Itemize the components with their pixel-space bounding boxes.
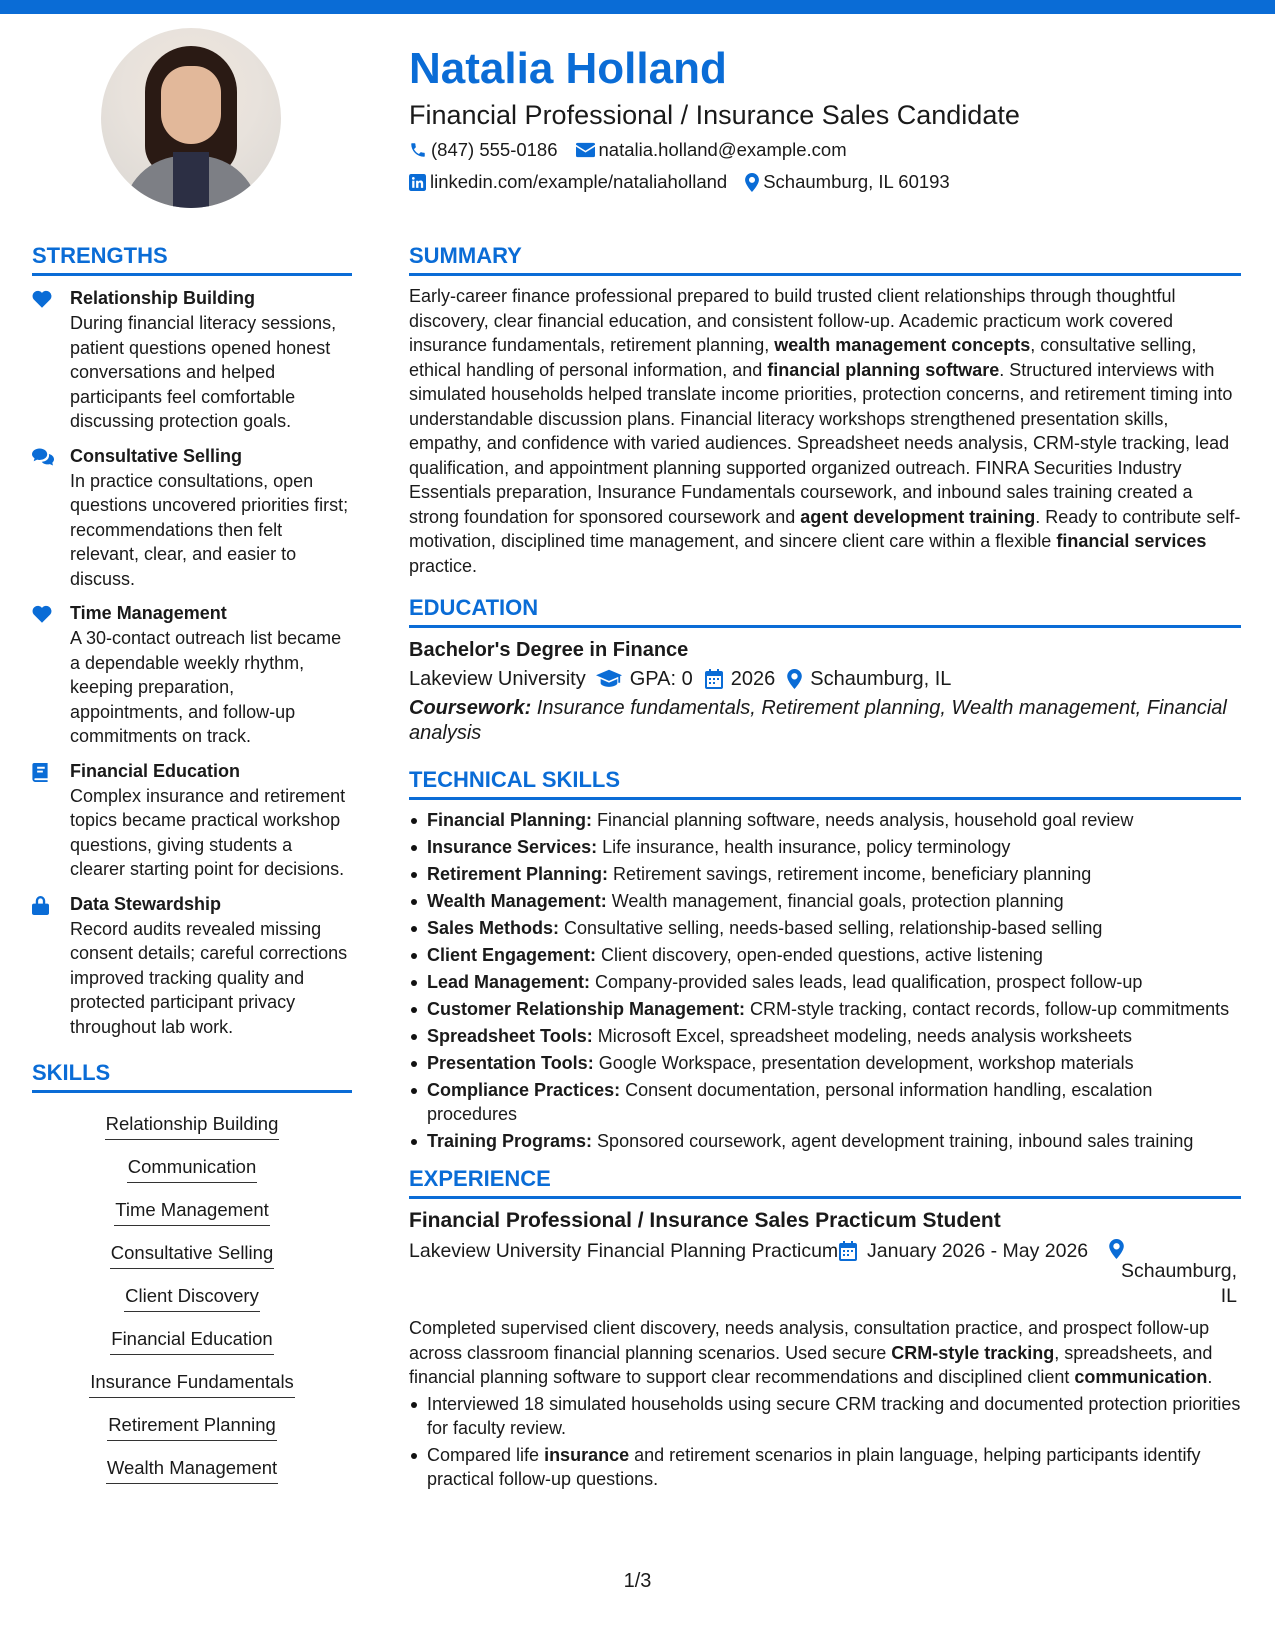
linkedin-icon bbox=[409, 174, 426, 191]
location-text: Schaumburg, IL 60193 bbox=[763, 171, 950, 192]
skill-tag: Wealth Management bbox=[106, 1455, 278, 1484]
skill-tag: Client Discovery bbox=[124, 1283, 260, 1312]
technical-skill-item: Sales Methods: Consultative selling, needs-based selling, relationship-based selling bbox=[409, 916, 1241, 940]
map-pin-icon bbox=[787, 669, 802, 689]
candidate-name: Natalia Holland bbox=[409, 44, 727, 93]
strength-item bbox=[32, 286, 352, 434]
technical-skill-item: Training Programs: Sponsored coursework, agent development training, inbound sales training bbox=[409, 1129, 1241, 1153]
strength-title: Consultative Selling bbox=[70, 445, 243, 466]
school-name: Lakeview University bbox=[409, 668, 586, 690]
technical-skill-item: Insurance Services: Life insurance, health insurance, policy terminology bbox=[409, 835, 1241, 859]
map-pin-icon bbox=[745, 173, 759, 192]
strength-title: Data Stewardship bbox=[70, 893, 222, 914]
job-dates bbox=[839, 1239, 1109, 1308]
job-location bbox=[1109, 1239, 1239, 1308]
technical-skill-item: Presentation Tools: Google Workspace, presentation development, workshop materials bbox=[409, 1051, 1241, 1075]
job-title: Financial Professional / Insurance Sales Practicum Student bbox=[409, 1209, 1001, 1232]
technical-skill-item: Lead Management: Company-provided sales leads, lead qualification, prospect follow-up bbox=[409, 970, 1241, 994]
linkedin-contact[interactable] bbox=[409, 168, 727, 196]
technical-skill-item: Compliance Practices: Consent documentation, personal information handling, escalation procedures bbox=[409, 1078, 1241, 1126]
strength-item bbox=[32, 444, 352, 592]
job-dates-text: January 2026 - May 2026 bbox=[867, 1240, 1089, 1262]
strength-title: Relationship Building bbox=[70, 288, 255, 308]
contact-row-1 bbox=[409, 136, 1229, 164]
location-contact bbox=[745, 168, 950, 196]
strength-title: Time Management bbox=[70, 603, 227, 623]
page-number: 1/3 bbox=[623, 1570, 652, 1592]
candidate-title: Financial Professional / Insurance Sales Candidate bbox=[409, 100, 1020, 130]
strength-item bbox=[32, 892, 352, 1040]
technical-skill-item: Financial Planning: Financial planning software, needs analysis, household goal review bbox=[409, 808, 1241, 832]
job-organization: Lakeview University Financial Planning Practicum bbox=[409, 1240, 839, 1262]
skills-list bbox=[32, 1105, 352, 1492]
technical-skills-heading: TECHNICAL SKILLS bbox=[409, 766, 1241, 800]
resume-header bbox=[409, 42, 1229, 196]
technical-skill-item: Client Engagement: Client discovery, open-ended questions, active listening bbox=[409, 943, 1241, 967]
education-heading: EDUCATION bbox=[409, 594, 1241, 628]
linkedin-text: linkedin.com/example/nataliaholland bbox=[430, 171, 728, 192]
summary-heading: SUMMARY bbox=[409, 242, 1241, 276]
job-bullets bbox=[409, 1392, 1241, 1491]
contact-row-2 bbox=[409, 168, 1229, 196]
summary-text: Early-career finance professional prepared to build trusted client relationships through thoughtful discovery, clear financial education, and consistent follow-up. Academic practicum work covered insurance fundamentals, retirement planning, wealth management concepts, consultative selling, ethical handling of personal information, and financial planning software. Structured interviews with simulated households helped translate income priorities, protection concerns, and retirement timing into understandable discussion plans. Financial literacy workshops strengthened presentation skills, empathy, and confidence with varied audiences. Spreadsheet needs analysis, CRM-style tracking, lead qualification, and appointment planning supported organized outreach. FINRA Securities Industry Essentials preparation, Insurance Fundamentals coursework, and inbound sales training created a strong foundation for sponsored coursework and agent development training. Ready to contribute self-motivation, disciplined time management, and sincere client care within a flexible financial services practice. bbox=[409, 286, 1241, 576]
map-pin-icon bbox=[1109, 1239, 1124, 1259]
phone-contact[interactable] bbox=[409, 136, 558, 164]
skill-tag: Insurance Fundamentals bbox=[89, 1369, 295, 1398]
skill-tag: Consultative Selling bbox=[110, 1240, 274, 1269]
technical-skill-item: Wealth Management: Wealth management, financial goals, protection planning bbox=[409, 889, 1241, 913]
technical-skills-list bbox=[409, 808, 1241, 1153]
skill-tag: Financial Education bbox=[110, 1326, 273, 1355]
school-location bbox=[787, 664, 951, 694]
coursework-label: Coursework: bbox=[409, 697, 532, 719]
strength-description: Complex insurance and retirement topics became practical workshop questions, giving students a clearer starting point for decisions. bbox=[70, 785, 346, 879]
top-accent-bar bbox=[0, 0, 1275, 14]
book-icon bbox=[32, 759, 70, 882]
grad-year-text: 2026 bbox=[730, 668, 776, 690]
experience-heading: EXPERIENCE bbox=[409, 1165, 1241, 1199]
calendar-icon bbox=[839, 1241, 857, 1261]
heart-icon bbox=[32, 601, 70, 749]
strength-item bbox=[32, 759, 352, 882]
degree-title: Bachelor's Degree in Finance bbox=[409, 639, 689, 661]
phone-text: (847) 555-0186 bbox=[431, 139, 558, 160]
school-location-text: Schaumburg, IL bbox=[810, 668, 952, 690]
comments-icon bbox=[32, 444, 70, 592]
technical-skill-item: Customer Relationship Management: CRM-style tracking, contact records, follow-up commitments bbox=[409, 997, 1241, 1021]
job-meta bbox=[409, 1239, 1241, 1308]
strength-description: Record audits revealed missing consent details; careful corrections improved tracking quality and protected participant privacy throughout lab work. bbox=[70, 918, 348, 1037]
strength-description: During financial literacy sessions, patient questions opened honest conversations and helped participants feel comfortable discussing protection goals. bbox=[70, 313, 337, 431]
skill-tag: Relationship Building bbox=[105, 1111, 280, 1140]
gpa: GPA: 0 bbox=[629, 668, 693, 690]
skill-tag: Retirement Planning bbox=[107, 1412, 277, 1441]
school bbox=[409, 664, 693, 694]
strengths-list bbox=[32, 286, 352, 1039]
skill-tag: Communication bbox=[127, 1154, 258, 1183]
graduation-cap-icon bbox=[596, 669, 622, 689]
skills-heading: SKILLS bbox=[32, 1059, 352, 1093]
profile-photo bbox=[101, 28, 281, 208]
strength-item bbox=[32, 601, 352, 749]
left-column bbox=[32, 242, 352, 1492]
strength-description: In practice consultations, open questions uncovered priorities first; recommendations then felt relevant, clear, and easier to discuss. bbox=[70, 470, 349, 589]
coursework bbox=[409, 696, 1241, 746]
strength-description: A 30-contact outreach list became a dependable weekly rhythm, keeping preparation, appointments, and follow-up commitments on track. bbox=[70, 628, 342, 746]
experience-bullet: Compared life insurance and retirement scenarios in plain language, helping participants identify practical follow-up questions. bbox=[409, 1443, 1241, 1491]
envelope-icon bbox=[576, 142, 595, 158]
grad-year bbox=[705, 664, 776, 694]
strengths-heading: STRENGTHS bbox=[32, 242, 352, 276]
email-contact[interactable] bbox=[576, 136, 847, 164]
coursework-text: Insurance fundamentals, Retirement planning, Wealth management, Financial analysis bbox=[409, 697, 1227, 744]
education-details bbox=[409, 664, 1241, 694]
strength-title: Financial Education bbox=[70, 760, 241, 781]
skill-tag: Time Management bbox=[114, 1197, 270, 1226]
technical-skill-item: Retirement Planning: Retirement savings, retirement income, beneficiary planning bbox=[409, 862, 1241, 886]
email-text: natalia.holland@example.com bbox=[598, 139, 847, 160]
phone-icon bbox=[409, 141, 427, 159]
job-description: Completed supervised client discovery, needs analysis, consultation practice, and prospect follow-up across classroom financial planning scenarios. Used secure CRM-style tracking, spreadsheets, and financial planning software to support clear recommendations and disciplined client communication. bbox=[409, 1318, 1213, 1387]
experience-bullet: Interviewed 18 simulated households using secure CRM tracking and documented protection priorities for faculty review. bbox=[409, 1392, 1241, 1440]
calendar-icon bbox=[705, 669, 723, 689]
lock-icon bbox=[32, 892, 70, 1040]
technical-skill-item: Spreadsheet Tools: Microsoft Excel, spreadsheet modeling, needs analysis worksheets bbox=[409, 1024, 1241, 1048]
heart-icon bbox=[32, 286, 70, 434]
right-column bbox=[409, 242, 1241, 1494]
job-location-text: Schaumburg, IL bbox=[1121, 1260, 1237, 1307]
